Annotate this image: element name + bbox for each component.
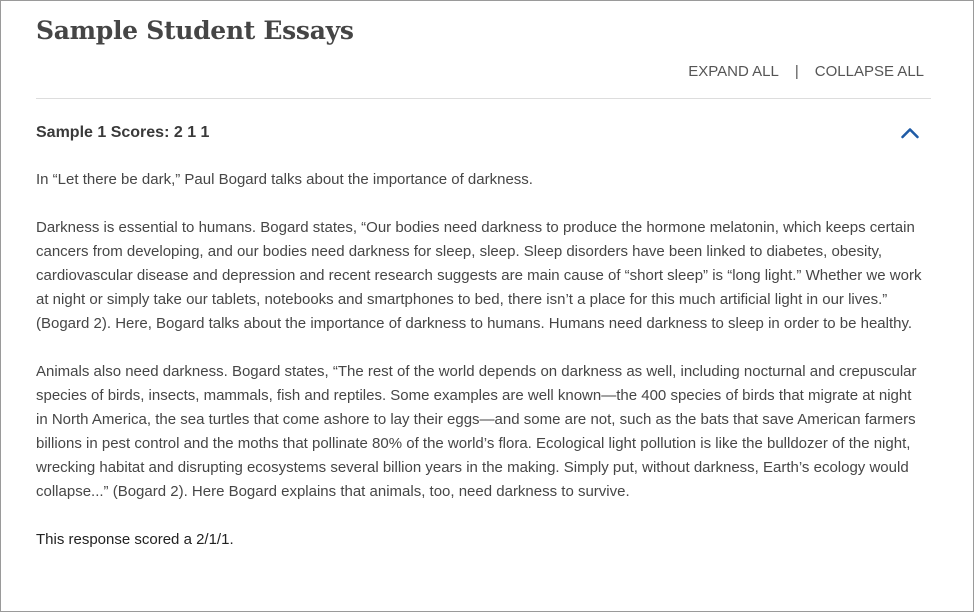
essay-paragraph: In “Let there be dark,” Paul Bogard talks about the importance of darkness. (36, 171, 533, 188)
header-divider (36, 98, 931, 99)
essay-paragraph: Animals also need darkness. Bogard states, “The rest of the world depends on darkness as well, including nocturnal and crepuscular species of birds, insects, mammals, fish and reptiles. Some examples are well known—the 400 species of birds that migrate at night in North America, the sea turtles that come ashore to lay their eggs—and some are not, such as the bats that save American farmers billions in pest control and the moths that pollinate 80% of the world’s flora. Ecological light pollution is like the bulldozer of the night, wrecking habitat and disrupting ecosystems several billion years in the making. Simply put, without darkness, Earth’s ecology would collapse...” (Bogard 2). Here Bogard explains that animals, too, need darkness to survive. (36, 363, 917, 500)
sample-1-essay-body (36, 168, 925, 552)
chevron-up-icon-svg (899, 122, 921, 144)
collapse-all-link[interactable]: COLLAPSE ALL (814, 63, 924, 80)
expand-all-link[interactable]: EXPAND ALL (688, 63, 779, 80)
page-title: Sample Student Essays (36, 16, 354, 45)
score-statement: This response scored a 2/1/1. (36, 531, 234, 548)
toolbar-separator: | (794, 63, 799, 80)
chevron-up-icon[interactable] (899, 122, 921, 144)
essay-paragraph: Darkness is essential to humans. Bogard states, “Our bodies need darkness to produce the hormone melatonin, which keeps certain cancers from developing, and our bodies need darkness for sleep, sleep. Sleep disorders have been linked to diabetes, obesity, cardiovascular disease and depression and recent research suggests are main cause of “short sleep” is “long light.” Whether we work at night or simply take our tablets, notebooks and smartphones to bed, there isn’t a place for this much artificial light in our lives.” (Bogard 2). Here, Bogard talks about the importance of darkness to humans. Humans need darkness to sleep in order to be healthy. (36, 219, 922, 332)
expand-collapse-toolbar (688, 63, 924, 80)
sample-1-accordion-header[interactable] (36, 121, 921, 145)
sample-1-heading: Sample 1 Scores: 2 1 1 (36, 124, 210, 141)
